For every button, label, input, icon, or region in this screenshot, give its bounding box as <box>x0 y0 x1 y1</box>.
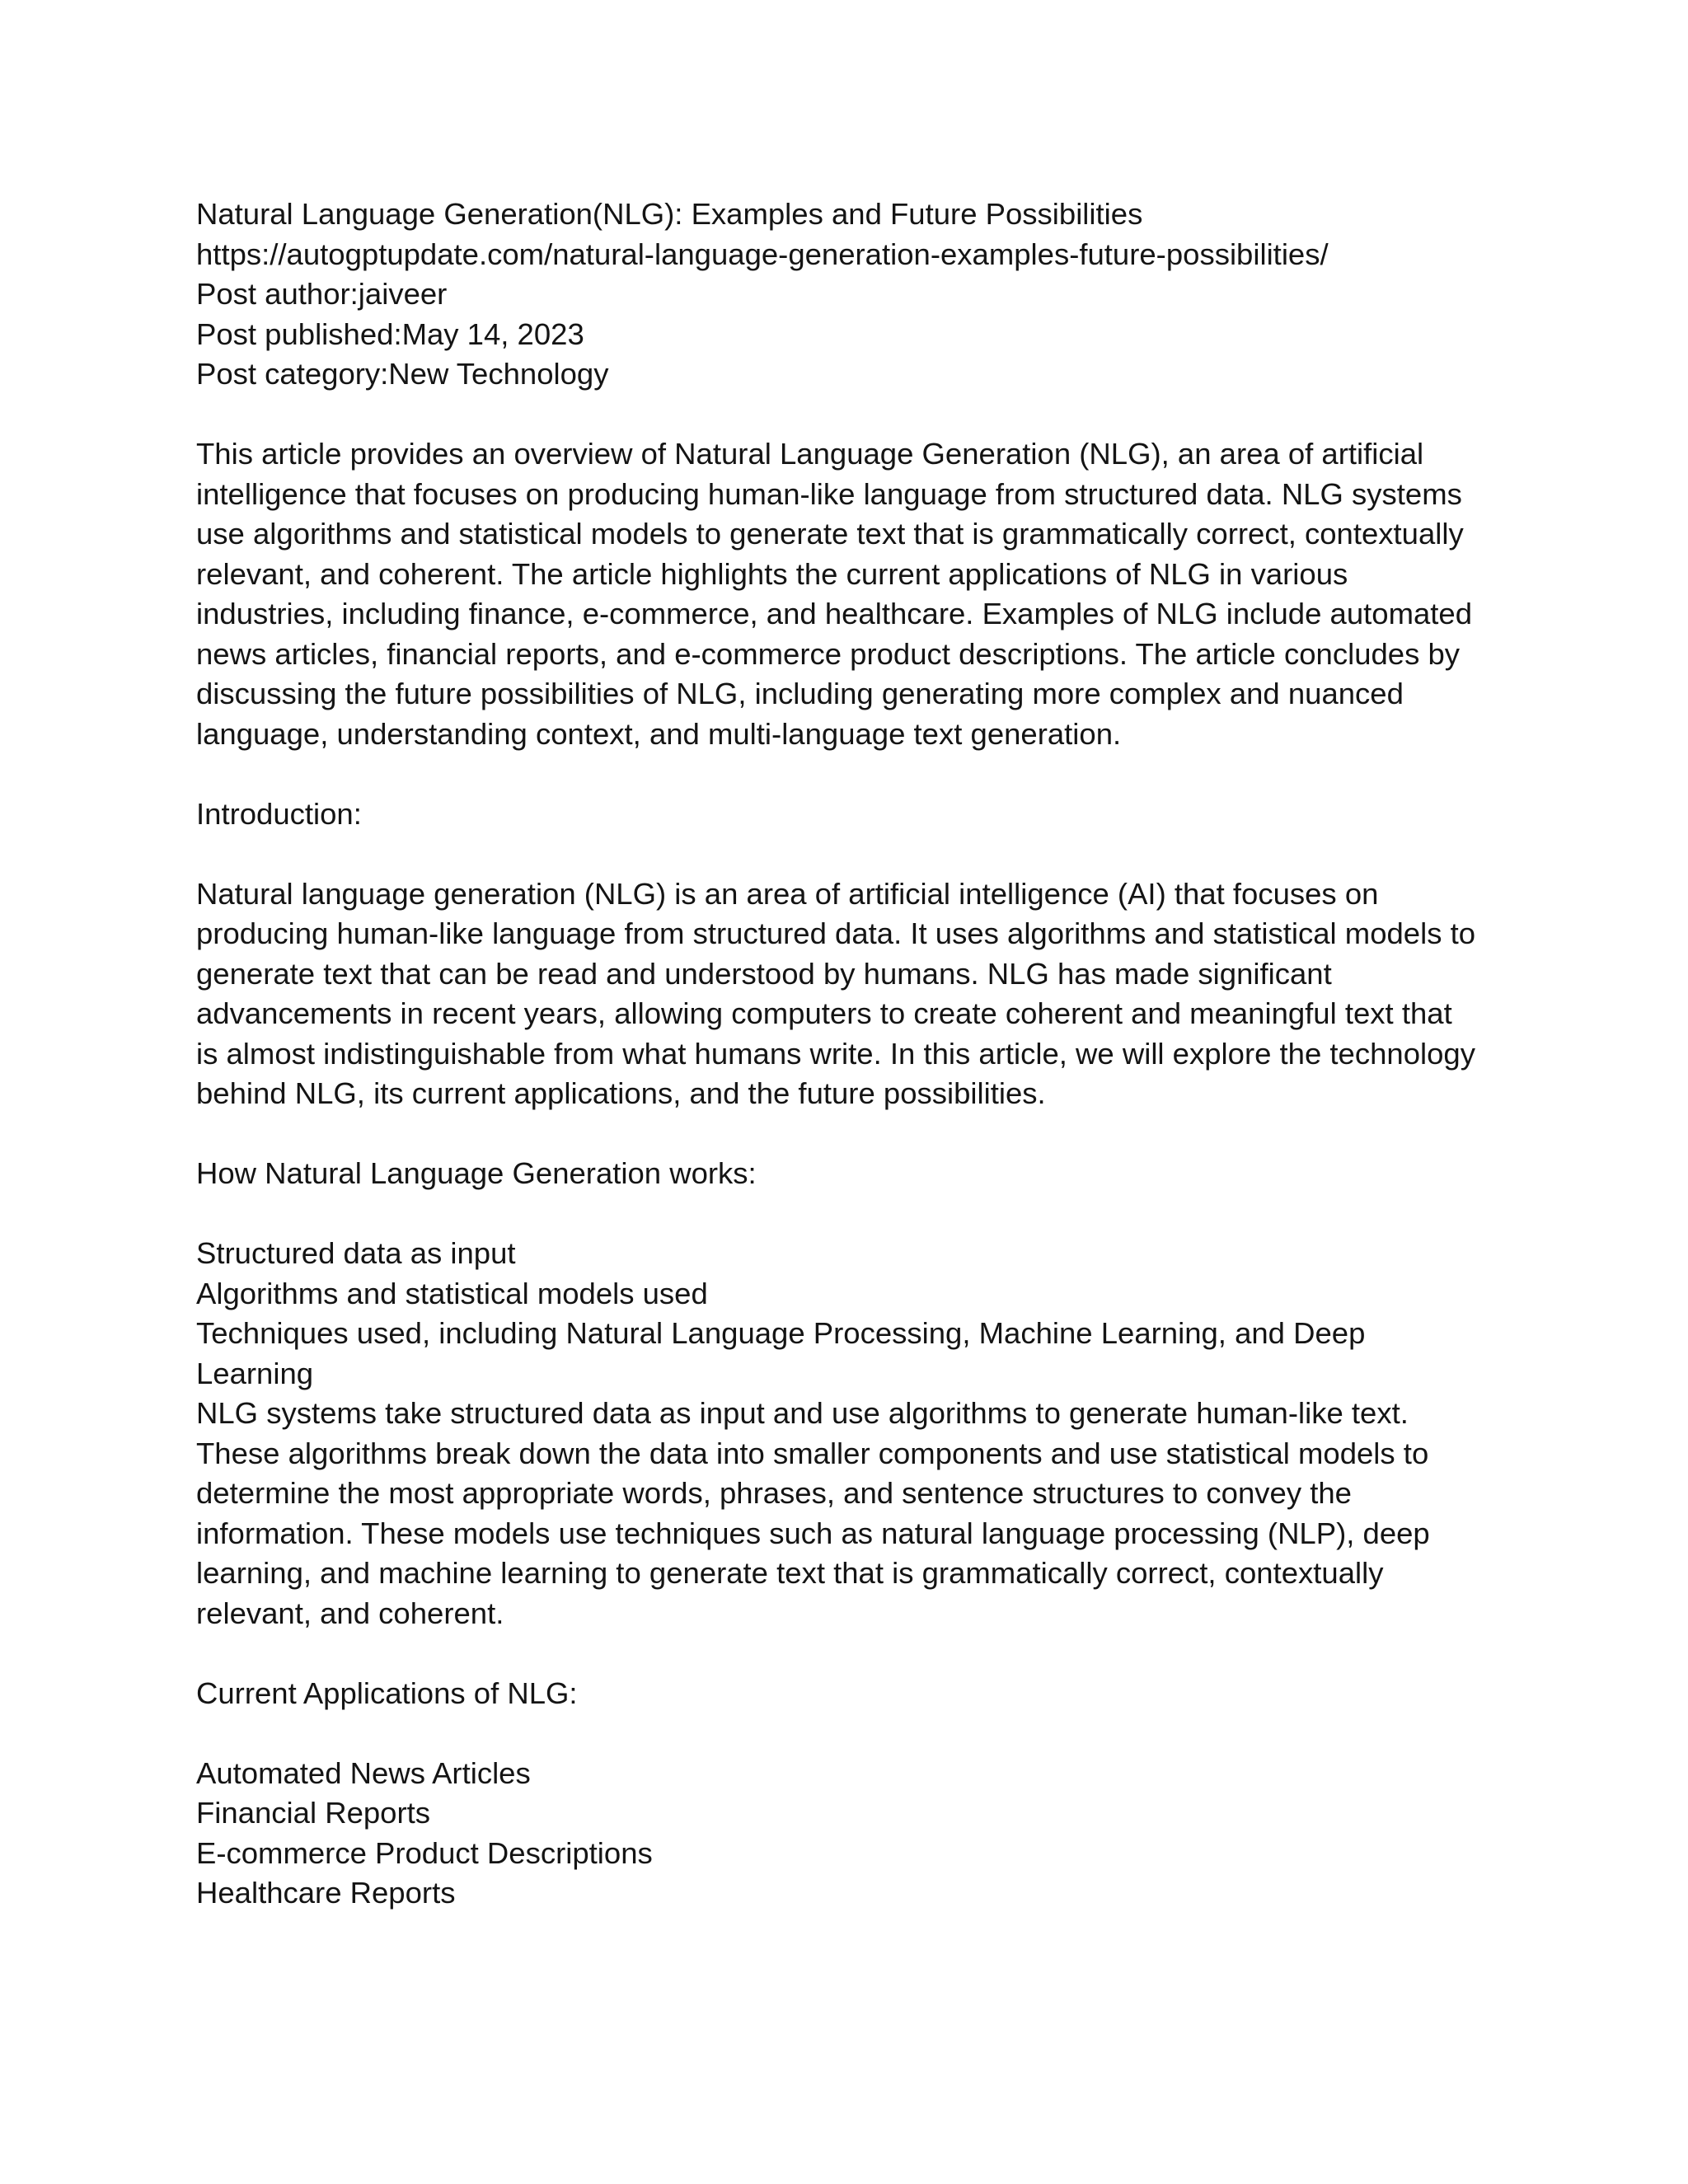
summary-line: industries, including finance, e-commerce, and healthcare. Examples of NLG include automated <box>196 597 1473 630</box>
summary-line: intelligence that focuses on producing human-like language from structured data. NLG systems <box>196 476 1462 511</box>
list-item: Algorithms and statistical models used <box>196 1276 708 1310</box>
summary-line: discussing the future possibilities of NLG, including generating more complex and nuanced <box>196 677 1404 710</box>
summary-line: relevant, and coherent. The article highlights the current applications of NLG in various <box>196 556 1348 591</box>
how-it-works-line: determine the most appropriate words, phrases, and sentence structures to convey the <box>196 1476 1352 1510</box>
post-header <box>196 194 1498 395</box>
summary-paragraph <box>196 434 1498 754</box>
introduction-line: advancements in recent years, allowing computers to create coherent and meaningful text that <box>196 996 1452 1030</box>
spacer <box>196 395 1498 435</box>
summary-line: This article provides an overview of Natural Language Generation (NLG), an area of artificial <box>196 437 1424 471</box>
post-url: https://autogptupdate.com/natural-language-generation-examples-future-possibilities/ <box>196 237 1329 271</box>
list-item: E-commerce Product Descriptions <box>196 1835 653 1870</box>
spacer <box>196 1114 1498 1155</box>
spacer <box>196 1633 1498 1674</box>
how-it-works-heading: How Natural Language Generation works: <box>196 1156 757 1190</box>
applications-list <box>196 1754 1498 1914</box>
summary-line: use algorithms and statistical models to generate text that is grammatically correct, contextually <box>196 517 1464 551</box>
document-page <box>196 194 1498 1914</box>
introduction-paragraph <box>196 874 1498 1114</box>
spacer <box>196 1713 1498 1754</box>
introduction-line: behind NLG, its current applications, and the future possibilities. <box>196 1076 1046 1110</box>
introduction-line: producing human-like language from structured data. It uses algorithms and statistical models to <box>196 916 1476 950</box>
introduction-heading: Introduction: <box>196 796 362 831</box>
how-it-works-paragraph <box>196 1394 1498 1633</box>
introduction-line: generate text that can be read and understood by humans. NLG has made significant <box>196 956 1332 991</box>
how-it-works-line: information. These models use techniques such as natural language processing (NLP), deep <box>196 1516 1430 1550</box>
applications-heading: Current Applications of NLG: <box>196 1675 578 1710</box>
post-author: Post author:jaiveer <box>196 277 448 311</box>
spacer <box>196 754 1498 794</box>
how-it-works-line: relevant, and coherent. <box>196 1596 504 1630</box>
list-item: Healthcare Reports <box>196 1876 456 1910</box>
summary-line: news articles, financial reports, and e-commerce product descriptions. The article concludes by <box>196 636 1461 671</box>
spacer <box>196 1194 1498 1235</box>
spacer <box>196 834 1498 874</box>
how-it-works-list <box>196 1234 1498 1394</box>
list-item: Techniques used, including Natural Language Processing, Machine Learning, and Deep <box>196 1316 1366 1350</box>
list-item: Structured data as input <box>196 1236 516 1270</box>
how-it-works-line: NLG systems take structured data as input and use algorithms to generate human-like text. <box>196 1396 1409 1430</box>
post-published: Post published:May 14, 2023 <box>196 316 584 351</box>
how-it-works-line: learning, and machine learning to generate text that is grammatically correct, contextually <box>196 1556 1384 1590</box>
list-item: Automated News Articles <box>196 1755 531 1790</box>
introduction-line: is almost indistinguishable from what humans write. In this article, we will explore the technology <box>196 1036 1475 1071</box>
list-item: Financial Reports <box>196 1796 431 1830</box>
how-it-works-line: These algorithms break down the data into smaller components and use statistical models to <box>196 1436 1429 1470</box>
list-item: Learning <box>196 1356 314 1390</box>
introduction-line: Natural language generation (NLG) is an area of artificial intelligence (AI) that focuses on <box>196 876 1379 911</box>
post-category: Post category:New Technology <box>196 357 609 391</box>
summary-line: language, understanding context, and multi-language text generation. <box>196 716 1122 751</box>
post-title: Natural Language Generation(NLG): Examples and Future Possibilities <box>196 197 1143 231</box>
